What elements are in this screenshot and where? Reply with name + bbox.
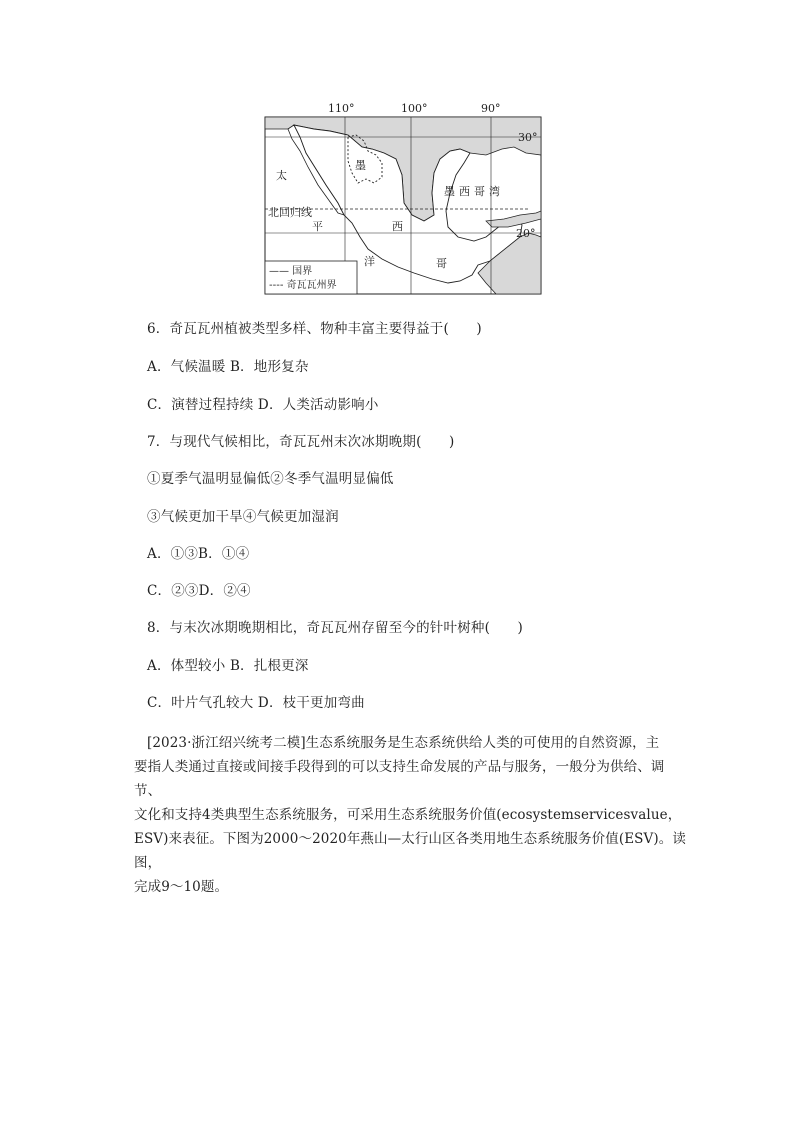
question-7-statements-1: ①夏季气温明显偏低②冬季气温明显偏低 [147,471,394,487]
question-8-option-ab: A．体型较小 B．扎根更深 [147,658,309,674]
legend-border: —— 国界 [269,266,313,277]
label-gulf-of-mexico: 墨西哥湾 [444,185,504,198]
legend-state-border: ---- 奇瓦瓦州界 [269,280,337,291]
question-7-option-cd: C．②③D．②④ [147,583,251,599]
question-8-option-cd: C．叶片气孔较大 D．枝干更加弯曲 [147,695,365,711]
label-lon-100: 100° [401,103,428,115]
intro-line: 要指人类通过直接或间接手段得到的可以支持生命发展的产品与服务，一般分为供给、调节、 [134,759,665,799]
label-xi: 西 [392,220,403,233]
question-6-stem: 6．奇瓦瓦州植被类型多样、物种丰富主要得益于( ) [147,321,482,337]
mexico-map-figure [264,103,542,295]
question-8-stem: 8．与末次冰期晚期相比，奇瓦瓦州存留至今的针叶树种( ) [147,620,523,636]
question-7-option-ab: A．①③B．①④ [147,546,250,562]
label-yang: 洋 [364,255,375,268]
label-tai: 太 [276,169,287,182]
question-6-option-cd: C．演替过程持续 D．人类活动影响小 [147,397,379,413]
question-6-option-ab: A．气候温暖 B．地形复杂 [147,359,309,375]
intro-line: 完成9～10题。 [134,879,229,895]
intro-line: 文化和支持4类典型生态系统服务，可采用生态系统服务价值(ecosystemservicesvalue， [134,807,682,823]
label-ge: 哥 [436,257,447,270]
intro-line: [2023·浙江绍兴统考二模]生态系统服务是生态系统供给人类的可使用的自然资源，主 [147,735,660,751]
question-7-stem: 7．与现代气候相比，奇瓦瓦州末次冰期晚期( ) [147,434,455,450]
label-mo: 墨 [355,159,366,172]
mexico-map [264,103,542,295]
label-lon-90: 90° [481,103,501,115]
question-7-statements-2: ③气候更加干旱④气候更加湿润 [147,509,339,525]
intro-line: ESV)来表征。下图为2000～2020年燕山—太行山区各类用地生态系统服务价值(ESV)。读图， [134,831,686,871]
label-ping: 平 [312,220,323,233]
intro-paragraph [134,731,687,899]
label-tropic: 北回归线 [268,206,312,219]
label-lat-30: 30° [518,131,538,144]
label-lat-20: 20° [516,227,536,240]
label-lon-110: 110° [328,103,355,115]
